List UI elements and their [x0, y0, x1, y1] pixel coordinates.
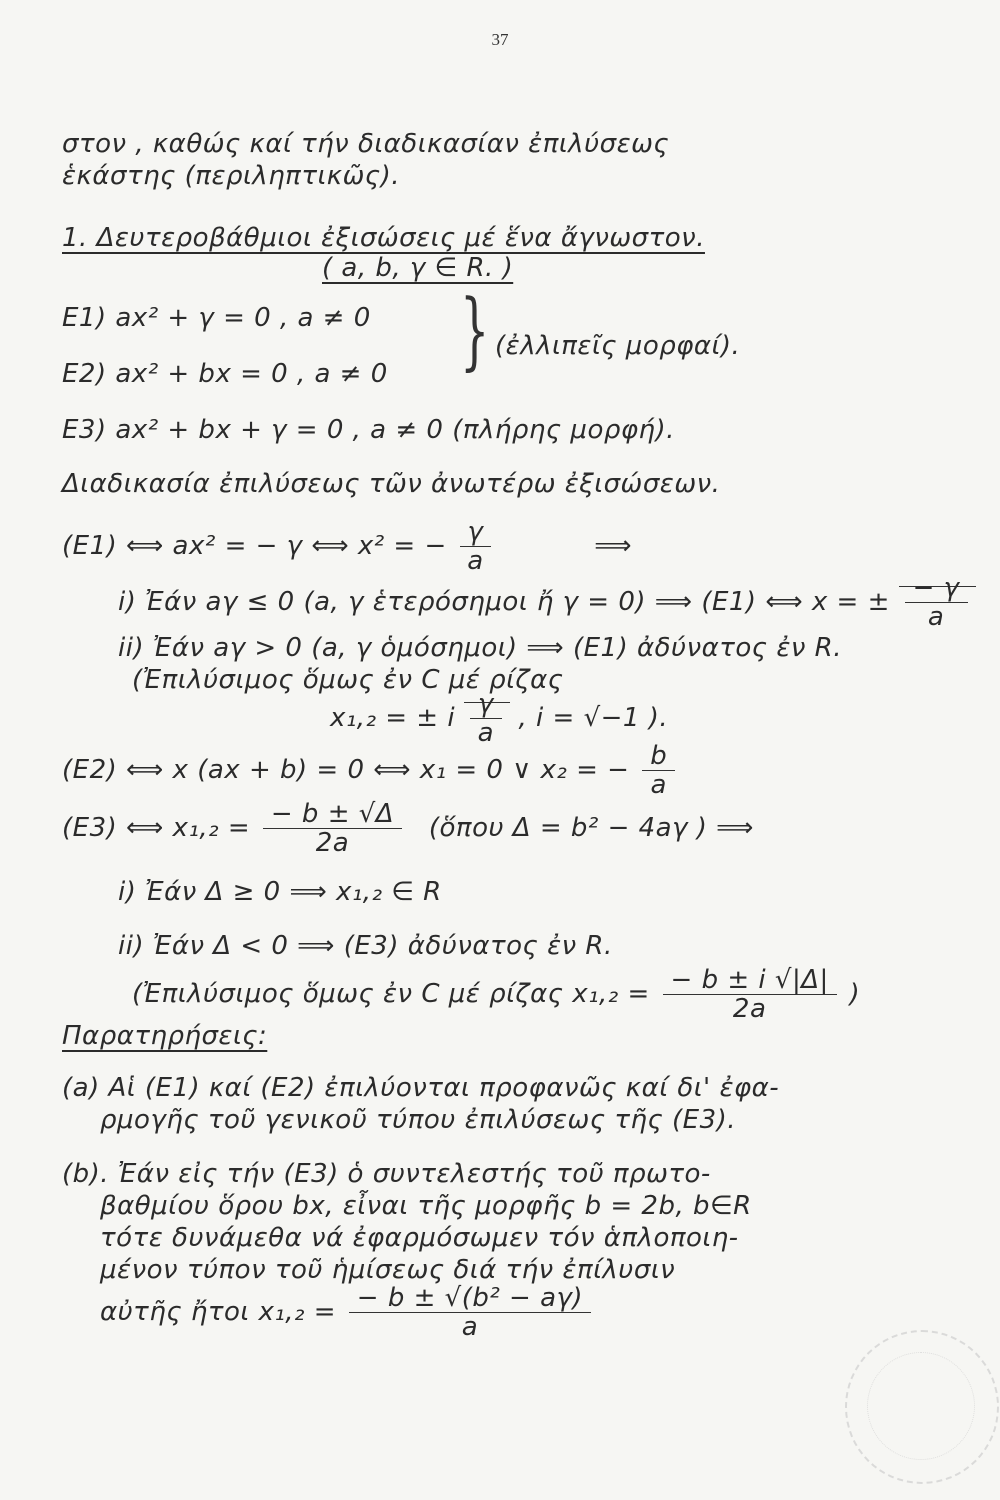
e3-fraction-num: − b ± √Δ	[263, 800, 402, 829]
right-brace-icon: }	[460, 281, 490, 379]
e3-case-ii: ii) Ἐάν Δ < 0 ⟹ (E3) ἀδύνατος ἐν R.	[118, 931, 613, 961]
case-ii-fraction	[470, 690, 502, 747]
page-number: 37	[491, 30, 509, 49]
e2-fraction	[642, 742, 675, 799]
case-i-text: i) Ἐάν aγ ≤ 0 (a, γ ἑτερόσημοι ἤ γ = 0) ⟹ (E1) ⟺ x = ±	[118, 587, 890, 617]
case-i-sqrt	[899, 573, 976, 632]
remark-b-line-3: τότε δυνάμεθα νά ἐφαρμόσωμεν τόν ἁπλοποιη-	[100, 1223, 739, 1253]
remark-a-line-1: (a) Αἱ (E1) καί (E2) ἐπιλύονται προφανῶς καί δι' ἐφα-	[62, 1073, 780, 1103]
brace-label: (ἐλλιπεῖς μορφαί).	[495, 331, 741, 361]
case-ii-sqrt	[464, 689, 510, 748]
case-i-fraction-den: a	[927, 602, 945, 632]
case-ii-roots-right: , i = √−1 ).	[518, 703, 669, 733]
remark-b-line-1: (b). Ἐάν εἰς τήν (E3) ὁ συντελεστής τοῦ πρωτο-	[62, 1159, 711, 1189]
case-i	[118, 574, 976, 631]
case-ii-fraction-den: a	[477, 718, 495, 748]
case-ii: ii) Ἐάν aγ > 0 (a, γ ὁμόσημοι) ⟹ (E1) ἀδύνατος ἐν R.	[118, 633, 843, 663]
e2-solution	[62, 742, 679, 799]
e3-solution	[62, 800, 754, 857]
e3-fraction-den: 2a	[315, 828, 350, 858]
equation-e3: E3) ax² + bx + γ = 0 , a ≠ 0 (πλήρης μορφή).	[62, 415, 675, 445]
procedure-title: Διαδικασία ἐπιλύσεως τῶν ἀνωτέρω ἐξισώσεων.	[62, 469, 721, 499]
case-ii-fraction-num: γ	[470, 690, 502, 719]
section-domain: ( a, b, γ ∈ R. )	[322, 253, 514, 283]
e1-fraction-den: a	[467, 546, 484, 576]
e1-fraction	[460, 518, 492, 575]
e3-case-ii-close: )	[849, 979, 861, 1009]
case-ii-note: (Ἐπιλύσιμος ὅμως ἐν C μέ ρίζας	[132, 665, 564, 695]
remark-a-line-2: ρμογῆς τοῦ γενικοῦ τύπου ἐπιλύσεως τῆς (E3).	[100, 1105, 737, 1135]
remark-b-fraction	[349, 1284, 591, 1341]
remark-b-line-2: βαθμίου ὅρου bx, εἶναι τῆς μορφῆς b = 2b, b∈R	[100, 1191, 752, 1221]
remark-b-line-4: μένον τύπον τοῦ ἡμίσεως διά τήν ἐπίλυσιν	[100, 1255, 676, 1285]
e3-solution-left: (E3) ⟺ x₁,₂ =	[62, 813, 251, 843]
e2-fraction-den: a	[650, 770, 667, 800]
library-stamp-icon	[845, 1330, 999, 1484]
e3-fraction	[263, 800, 402, 857]
case-ii-roots	[330, 690, 668, 747]
case-i-fraction	[905, 574, 968, 631]
section-title: 1. Δευτεροβάθμιοι ἐξισώσεις μέ ἕνα ἄγνωστον.	[62, 223, 705, 253]
remark-b-fraction-den: a	[461, 1312, 479, 1342]
e3-case-ii-fraction	[663, 966, 837, 1023]
intro-line-1: στον , καθώς καί τήν διαδικασίαν ἐπιλύσεως	[62, 129, 670, 159]
e3-case-ii-note	[132, 966, 860, 1023]
e1-solution	[62, 518, 632, 575]
remark-b-line-5	[100, 1284, 595, 1341]
e3-case-i: i) Ἐάν Δ ≥ 0 ⟹ x₁,₂ ∈ R	[118, 877, 442, 907]
e1-fraction-num: γ	[460, 518, 492, 547]
e3-case-ii-note-text: (Ἐπιλύσιμος ὅμως ἐν C μέ ρίζας x₁,₂ =	[132, 979, 650, 1009]
e1-implies: ⟹	[594, 531, 632, 561]
remark-b-fraction-num: − b ± √(b² − aγ)	[349, 1284, 591, 1313]
equation-e1: E1) ax² + γ = 0 , a ≠ 0	[62, 303, 371, 333]
e3-case-ii-fraction-num: − b ± i √|Δ|	[663, 966, 837, 995]
e3-case-ii-fraction-den: 2a	[732, 994, 767, 1024]
case-ii-roots-left: x₁,₂ = ± i	[330, 703, 456, 733]
remarks-title: Παρατηρήσεις:	[62, 1021, 268, 1051]
e1-solution-left: (E1) ⟺ ax² = − γ ⟺ x² = −	[62, 531, 447, 561]
equation-e2: E2) ax² + bx = 0 , a ≠ 0	[62, 359, 388, 389]
remark-b-line-5-left: αὐτῆς ἤτοι x₁,₂ =	[100, 1297, 336, 1327]
intro-line-2: ἑκάστης (περιληπτικῶς).	[62, 161, 401, 191]
case-i-fraction-num: − γ	[905, 574, 968, 603]
e2-solution-left: (E2) ⟺ x (ax + b) = 0 ⟺ x₁ = 0 ∨ x₂ = −	[62, 755, 630, 785]
e2-fraction-num: b	[642, 742, 675, 771]
e3-solution-right: (ὅπου Δ = b² − 4aγ ) ⟹	[428, 813, 754, 843]
library-stamp-inner-ring	[867, 1352, 975, 1460]
